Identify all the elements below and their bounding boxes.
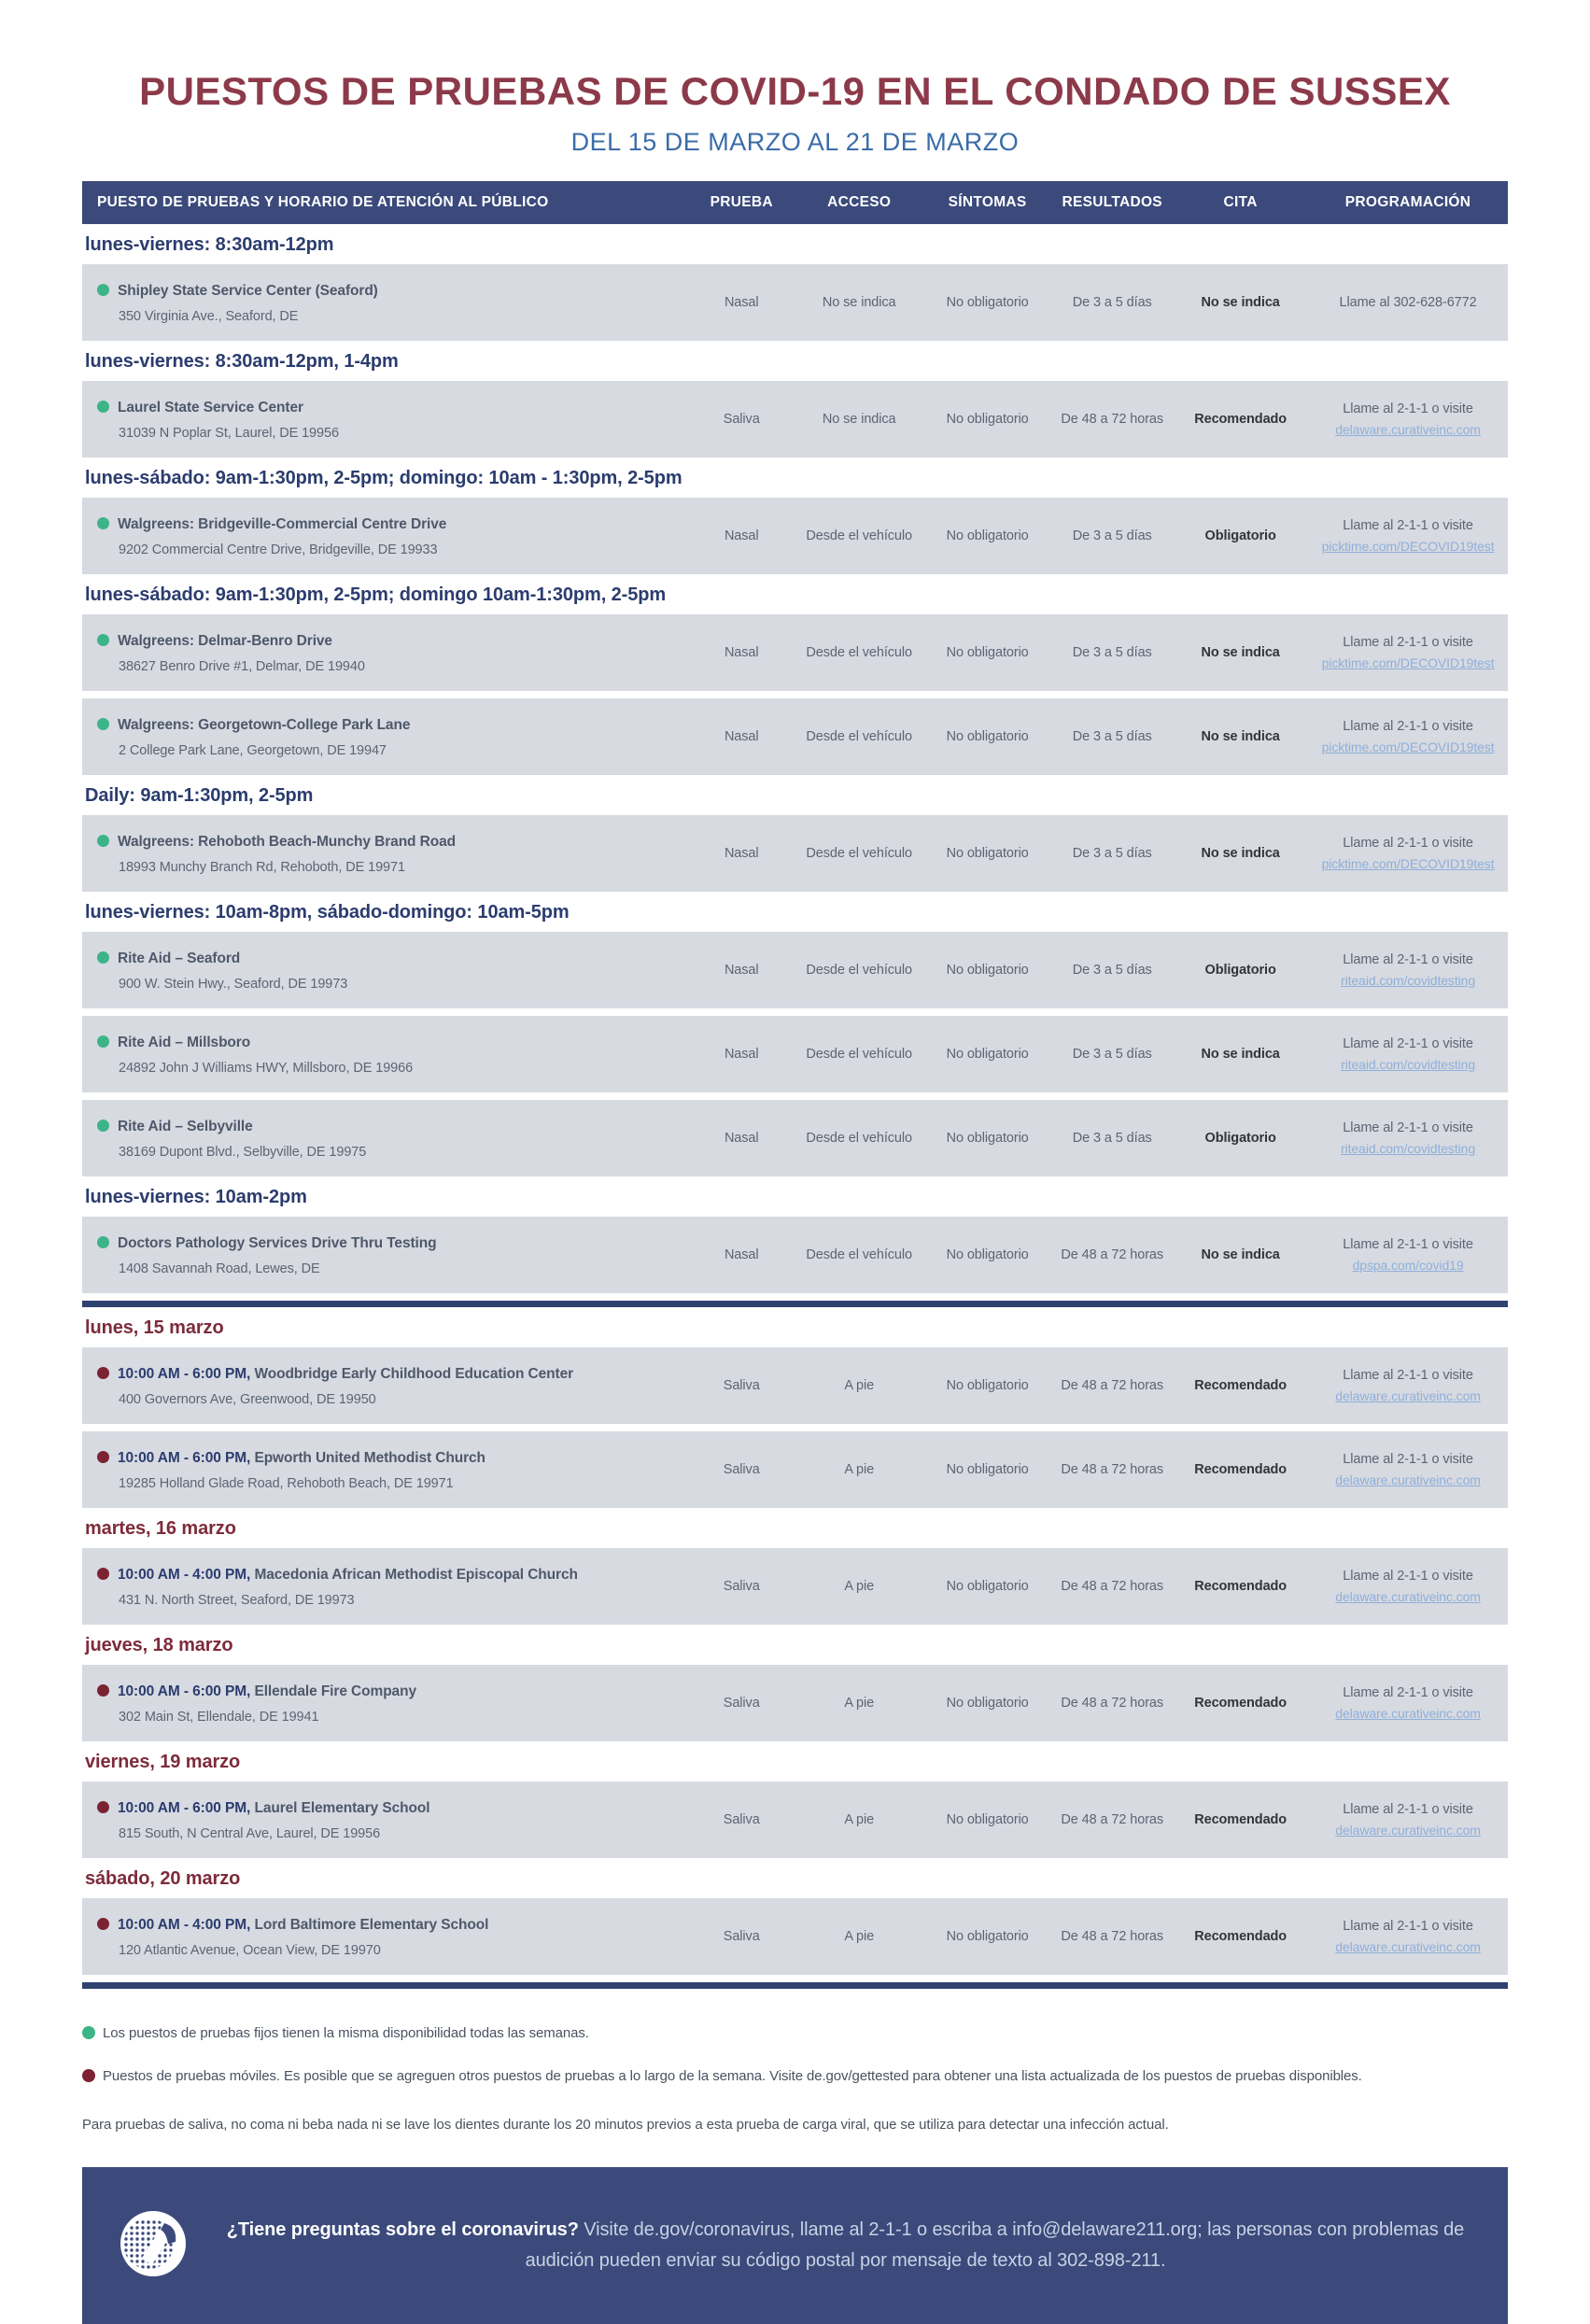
access-cell: Desde el vehículo xyxy=(806,846,912,862)
symptoms-cell: No obligatorio xyxy=(946,1378,1029,1394)
site-name-line xyxy=(97,948,688,970)
scheduling-link[interactable]: riteaid.com/covidtesting xyxy=(1341,1056,1475,1072)
site-address: 38169 Dupont Blvd., Selbyville, DE 19975 xyxy=(119,1144,367,1160)
site-name-line xyxy=(97,1564,688,1586)
test-type-cell: Nasal xyxy=(724,1131,759,1147)
site-info-cell xyxy=(82,630,688,676)
site-row xyxy=(82,1100,1508,1176)
column-header-0: PUESTO DE PRUEBAS Y HORARIO DE ATENCIÓN AL PÚBLICO xyxy=(97,194,549,211)
fixed-site-marker-icon xyxy=(97,634,109,646)
results-cell: De 48 a 72 horas xyxy=(1061,412,1164,428)
scheduling-cell xyxy=(1308,1366,1508,1406)
site-row xyxy=(82,614,1508,691)
test-type-cell: Saliva xyxy=(723,1812,760,1828)
symptoms-cell: No obligatorio xyxy=(946,1131,1029,1147)
access-cell: Desde el vehículo xyxy=(806,645,912,661)
appointment-cell: Recomendado xyxy=(1194,1929,1287,1945)
scheduling-cell xyxy=(1308,1035,1508,1075)
schedule-section-heading: Daily: 9am-1:30pm, 2-5pm xyxy=(85,785,314,807)
schedule-section-heading: lunes-viernes: 10am-2pm xyxy=(85,1187,307,1208)
site-name-line xyxy=(97,514,688,536)
results-cell: De 3 a 5 días xyxy=(1072,963,1152,979)
site-address: 38627 Benro Drive #1, Delmar, DE 19940 xyxy=(119,658,365,674)
scheduling-cell xyxy=(1308,1119,1508,1159)
site-row xyxy=(82,381,1508,458)
scheduling-text: Llame al 2-1-1 o visite xyxy=(1343,635,1473,651)
fixed-site-marker-icon xyxy=(97,1236,109,1248)
access-cell: Desde el vehículo xyxy=(806,1247,912,1263)
symptoms-cell: No obligatorio xyxy=(946,729,1029,745)
test-type-cell: Nasal xyxy=(724,963,759,979)
scheduling-text: Llame al 2-1-1 o visite xyxy=(1343,719,1473,735)
scheduling-cell xyxy=(1308,633,1508,673)
table-body xyxy=(82,234,1508,1989)
page-title: PUESTOS DE PRUEBAS DE COVID-19 EN EL CONDADO DE SUSSEX xyxy=(139,69,1451,113)
appointment-cell: Recomendado xyxy=(1194,1579,1287,1595)
symptoms-cell: No obligatorio xyxy=(946,1579,1029,1595)
test-type-cell: Saliva xyxy=(723,1696,760,1711)
site-time: 10:00 AM - 6:00 PM, xyxy=(118,1683,255,1699)
scheduling-text: Llame al 2-1-1 o visite xyxy=(1343,1919,1473,1935)
site-name: Macedonia African Methodist Episcopal Church xyxy=(254,1566,578,1583)
appointment-cell: No se indica xyxy=(1201,729,1280,745)
site-name-line xyxy=(97,1797,688,1820)
site-row xyxy=(82,498,1508,574)
day-section-heading: martes, 16 marzo xyxy=(85,1518,236,1540)
symptoms-cell: No obligatorio xyxy=(946,645,1029,661)
appointment-cell: No se indica xyxy=(1201,645,1280,661)
site-row xyxy=(82,264,1508,341)
schedule-section-heading: lunes-sábado: 9am-1:30pm, 2-5pm; domingo: 10am - 1:30pm, 2-5pm xyxy=(85,468,682,489)
appointment-cell: No se indica xyxy=(1201,846,1280,862)
scheduling-link[interactable]: delaware.curativeinc.com xyxy=(1335,1387,1481,1403)
day-section-heading: jueves, 18 marzo xyxy=(85,1635,233,1656)
symptoms-cell: No obligatorio xyxy=(946,412,1029,428)
column-header-3: SÍNTOMAS xyxy=(948,194,1027,211)
mobile-site-marker-icon xyxy=(97,1367,109,1379)
site-address: 9202 Commercial Centre Drive, Bridgeville, DE 19933 xyxy=(119,542,438,557)
test-type-cell: Nasal xyxy=(724,729,759,745)
footer-question: ¿Tiene preguntas sobre el coronavirus? xyxy=(226,2219,579,2241)
site-info-cell xyxy=(82,948,688,993)
symptoms-cell: No obligatorio xyxy=(946,1247,1029,1263)
symptoms-cell: No obligatorio xyxy=(946,963,1029,979)
site-info-cell xyxy=(82,1363,688,1409)
fixed-site-marker-icon xyxy=(97,718,109,730)
scheduling-link[interactable]: dpspa.com/covid19 xyxy=(1352,1257,1464,1273)
scheduling-cell xyxy=(1308,1567,1508,1607)
scheduling-cell xyxy=(1308,951,1508,991)
site-name-line xyxy=(97,714,688,737)
appointment-cell: Recomendado xyxy=(1194,1696,1287,1711)
results-cell: De 3 a 5 días xyxy=(1072,528,1152,544)
scheduling-cell xyxy=(1308,834,1508,874)
scheduling-link[interactable]: riteaid.com/covidtesting xyxy=(1341,972,1475,988)
scheduling-text: Llame al 2-1-1 o visite xyxy=(1343,1237,1473,1253)
site-name: Rite Aid – Selbyville xyxy=(118,1118,253,1134)
test-type-cell: Nasal xyxy=(724,1047,759,1063)
scheduling-link[interactable]: delaware.curativeinc.com xyxy=(1335,1472,1481,1487)
scheduling-text: Llame al 2-1-1 o visite xyxy=(1343,1452,1473,1468)
site-info-cell xyxy=(82,1447,688,1493)
scheduling-cell xyxy=(1308,717,1508,757)
test-type-cell: Saliva xyxy=(723,412,760,428)
mobile-site-marker-icon xyxy=(82,2069,95,2082)
fixed-site-marker-icon xyxy=(97,835,109,847)
symptoms-cell: No obligatorio xyxy=(946,1929,1029,1945)
site-address: 120 Atlantic Avenue, Ocean View, DE 19970 xyxy=(119,1942,381,1958)
symptoms-cell: No obligatorio xyxy=(946,295,1029,311)
appointment-cell: Obligatorio xyxy=(1204,963,1276,979)
site-row xyxy=(82,1016,1508,1092)
testing-sites-table xyxy=(82,181,1508,1989)
legend-text: Puestos de pruebas móviles. Es posible que se agreguen otros puestos de pruebas a lo largo de la semana. Visite de.gov/gettested para obtener una lista actualizada de los puestos de pruebas disponibles. xyxy=(103,2067,1362,2084)
footer-details: Visite de.gov/coronavirus, llame al 2-1-1 o escriba a info@delaware211.org; las personas con problemas de audición pueden enviar su código postal por mensaje de texto al 302-898-211. xyxy=(525,2219,1465,2272)
scheduling-text: Llame al 2-1-1 o visite xyxy=(1343,1120,1473,1136)
site-name: Rite Aid – Seaford xyxy=(118,950,241,966)
fixed-site-marker-icon xyxy=(97,401,109,413)
column-header-2: ACCESO xyxy=(827,194,892,211)
schedule-section-heading: lunes-viernes: 8:30am-12pm, 1-4pm xyxy=(85,351,399,373)
scheduling-cell xyxy=(1308,1450,1508,1490)
mobile-site-marker-icon xyxy=(97,1451,109,1463)
column-header-6: PROGRAMACIÓN xyxy=(1344,194,1471,211)
scheduling-cell xyxy=(1308,1917,1508,1957)
site-info-cell xyxy=(82,1564,688,1610)
fixed-site-marker-icon xyxy=(82,2026,95,2039)
scheduling-link[interactable]: delaware.curativeinc.com xyxy=(1335,1705,1481,1721)
scheduling-text: Llame al 2-1-1 o visite xyxy=(1343,401,1473,417)
site-time: 10:00 AM - 6:00 PM, xyxy=(118,1799,255,1816)
scheduling-text: Llame al 2-1-1 o visite xyxy=(1343,1368,1473,1384)
appointment-cell: Recomendado xyxy=(1194,412,1287,428)
scheduling-cell xyxy=(1308,293,1508,314)
site-name: Woodbridge Early Childhood Education Center xyxy=(254,1365,574,1382)
scheduling-text: Llame al 2-1-1 o visite xyxy=(1343,518,1473,534)
site-row xyxy=(82,698,1508,775)
results-cell: De 3 a 5 días xyxy=(1072,1047,1152,1063)
column-header-1: PRUEBA xyxy=(710,194,773,211)
scheduling-link[interactable]: delaware.curativeinc.com xyxy=(1335,1938,1481,1954)
site-row xyxy=(82,1217,1508,1293)
site-name: Ellendale Fire Company xyxy=(254,1683,416,1699)
test-type-cell: Saliva xyxy=(723,1462,760,1478)
scheduling-text: Llame al 2-1-1 o visite xyxy=(1343,836,1473,852)
test-type-cell: Saliva xyxy=(723,1929,760,1945)
schedule-section-heading: lunes-viernes: 8:30am-12pm xyxy=(85,234,334,256)
symptoms-cell: No obligatorio xyxy=(946,1462,1029,1478)
appointment-cell: Obligatorio xyxy=(1204,1131,1276,1147)
scheduling-text: Llame al 302-628-6772 xyxy=(1339,294,1477,310)
access-cell: A pie xyxy=(844,1696,875,1711)
site-name: Walgreens: Delmar-Benro Drive xyxy=(118,632,332,649)
scheduling-cell xyxy=(1308,400,1508,440)
site-time: 10:00 AM - 4:00 PM, xyxy=(118,1566,255,1583)
site-name-line xyxy=(97,1032,688,1054)
site-name: Lord Baltimore Elementary School xyxy=(254,1916,489,1933)
site-name-line xyxy=(97,630,688,653)
access-cell: Desde el vehículo xyxy=(806,1047,912,1063)
schedule-section-heading: lunes-viernes: 10am-8pm, sábado-domingo: 10am-5pm xyxy=(85,902,570,923)
site-info-cell xyxy=(82,1914,688,1960)
test-type-cell: Nasal xyxy=(724,528,759,544)
access-cell: No se indica xyxy=(822,295,896,311)
results-cell: De 3 a 5 días xyxy=(1072,645,1152,661)
site-info-cell xyxy=(82,1797,688,1843)
results-cell: De 3 a 5 días xyxy=(1072,729,1152,745)
site-info-cell xyxy=(82,514,688,559)
site-name-line xyxy=(97,1681,688,1703)
footer-message xyxy=(220,2215,1470,2276)
saliva-note: Para pruebas de saliva, no coma ni beba nada ni se lave los dientes durante los 20 minutos previos a esta prueba de carga viral, que se utiliza para detectar una infección actual. xyxy=(82,2116,1169,2133)
results-cell: De 48 a 72 horas xyxy=(1061,1929,1164,1945)
scheduling-cell xyxy=(1308,1800,1508,1840)
day-section-heading: lunes, 15 marzo xyxy=(85,1317,224,1339)
fixed-site-marker-icon xyxy=(97,1120,109,1132)
site-row xyxy=(82,1431,1508,1508)
site-name-line xyxy=(97,397,688,419)
appointment-cell: No se indica xyxy=(1201,295,1280,311)
test-type-cell: Nasal xyxy=(724,645,759,661)
site-time: 10:00 AM - 6:00 PM, xyxy=(118,1365,255,1382)
scheduling-link[interactable]: picktime.com/DECOVID19test xyxy=(1321,538,1495,554)
column-header-4: RESULTADOS xyxy=(1062,194,1162,211)
site-info-cell xyxy=(82,1116,688,1162)
symptoms-cell: No obligatorio xyxy=(946,1696,1029,1711)
mobile-site-marker-icon xyxy=(97,1684,109,1697)
page-subtitle: DEL 15 DE MARZO AL 21 DE MARZO xyxy=(570,128,1020,157)
test-type-cell: Saliva xyxy=(723,1378,760,1394)
results-cell: De 48 a 72 horas xyxy=(1061,1247,1164,1263)
site-info-cell xyxy=(82,831,688,877)
mobile-site-marker-icon xyxy=(97,1918,109,1930)
legend-item xyxy=(82,2065,1508,2087)
scheduling-cell xyxy=(1308,1683,1508,1724)
scheduling-text: Llame al 2-1-1 o visite xyxy=(1343,952,1473,968)
day-section-heading: viernes, 19 marzo xyxy=(85,1752,241,1773)
site-name: Laurel Elementary School xyxy=(254,1799,430,1816)
site-address: 18993 Munchy Branch Rd, Rehoboth, DE 19971 xyxy=(119,859,405,875)
site-address: 302 Main St, Ellendale, DE 19941 xyxy=(119,1709,319,1725)
test-type-cell: Nasal xyxy=(724,1247,759,1263)
access-cell: A pie xyxy=(844,1929,875,1945)
symptoms-cell: No obligatorio xyxy=(946,528,1029,544)
results-cell: De 48 a 72 horas xyxy=(1061,1812,1164,1828)
scheduling-link[interactable]: picktime.com/DECOVID19test xyxy=(1321,739,1495,754)
site-name-line xyxy=(97,831,688,853)
site-address: 31039 N Poplar St, Laurel, DE 19956 xyxy=(119,425,339,441)
site-row xyxy=(82,1665,1508,1741)
site-address: 431 N. North Street, Seaford, DE 19973 xyxy=(119,1592,355,1608)
fixed-site-marker-icon xyxy=(97,1035,109,1048)
site-row xyxy=(82,1782,1508,1858)
legend xyxy=(82,2022,1508,2087)
fixed-site-marker-icon xyxy=(97,951,109,964)
site-row xyxy=(82,1347,1508,1424)
scheduling-text: Llame al 2-1-1 o visite xyxy=(1343,1685,1473,1701)
results-cell: De 48 a 72 horas xyxy=(1061,1462,1164,1478)
site-time: 10:00 AM - 4:00 PM, xyxy=(118,1916,255,1933)
site-name: Walgreens: Bridgeville-Commercial Centre Drive xyxy=(118,515,447,532)
legend-item xyxy=(82,2022,1508,2044)
access-cell: Desde el vehículo xyxy=(806,528,912,544)
schedule-section-heading: lunes-sábado: 9am-1:30pm, 2-5pm; domingo 10am-1:30pm, 2-5pm xyxy=(85,585,667,606)
site-name-line xyxy=(97,280,688,303)
site-address: 815 South, N Central Ave, Laurel, DE 19956 xyxy=(119,1825,381,1841)
site-info-cell xyxy=(82,714,688,760)
site-row xyxy=(82,1898,1508,1975)
site-address: 350 Virginia Ave., Seaford, DE xyxy=(119,308,299,324)
scheduling-cell xyxy=(1308,1235,1508,1275)
site-info-cell xyxy=(82,397,688,443)
results-cell: De 3 a 5 días xyxy=(1072,1131,1152,1147)
phone-halftone-icon xyxy=(118,2208,189,2284)
symptoms-cell: No obligatorio xyxy=(946,1812,1029,1828)
site-name-line xyxy=(97,1232,688,1255)
site-row xyxy=(82,1548,1508,1625)
site-name: Epworth United Methodist Church xyxy=(254,1449,485,1466)
access-cell: A pie xyxy=(844,1378,875,1394)
site-time: 10:00 AM - 6:00 PM, xyxy=(118,1449,255,1466)
table-divider xyxy=(82,1982,1508,1989)
scheduling-text: Llame al 2-1-1 o visite xyxy=(1343,1802,1473,1818)
appointment-cell: No se indica xyxy=(1201,1047,1280,1063)
scheduling-link[interactable]: riteaid.com/covidtesting xyxy=(1341,1140,1475,1156)
day-section-heading: sábado, 20 marzo xyxy=(85,1868,241,1890)
appointment-cell: Recomendado xyxy=(1194,1462,1287,1478)
site-name-line xyxy=(97,1914,688,1937)
test-type-cell: Nasal xyxy=(724,846,759,862)
site-info-cell xyxy=(82,1681,688,1726)
results-cell: De 3 a 5 días xyxy=(1072,846,1152,862)
scheduling-cell xyxy=(1308,516,1508,556)
appointment-cell: Recomendado xyxy=(1194,1812,1287,1828)
site-address: 24892 John J Williams HWY, Millsboro, DE 19966 xyxy=(119,1060,414,1076)
site-address: 400 Governors Ave, Greenwood, DE 19950 xyxy=(119,1391,376,1407)
symptoms-cell: No obligatorio xyxy=(946,846,1029,862)
site-name: Rite Aid – Millsboro xyxy=(118,1034,251,1050)
scheduling-link[interactable]: delaware.curativeinc.com xyxy=(1335,1588,1481,1604)
scheduling-text: Llame al 2-1-1 o visite xyxy=(1343,1036,1473,1052)
scheduling-link[interactable]: delaware.curativeinc.com xyxy=(1335,421,1481,437)
test-type-cell: Saliva xyxy=(723,1579,760,1595)
site-address: 1408 Savannah Road, Lewes, DE xyxy=(119,1261,320,1276)
site-info-cell xyxy=(82,280,688,326)
results-cell: De 48 a 72 horas xyxy=(1061,1696,1164,1711)
table-divider xyxy=(82,1301,1508,1307)
site-name-line xyxy=(97,1447,688,1470)
site-name-line xyxy=(97,1116,688,1138)
site-address: 2 College Park Lane, Georgetown, DE 19947 xyxy=(119,742,387,758)
site-row xyxy=(82,815,1508,892)
site-info-cell xyxy=(82,1232,688,1278)
access-cell: No se indica xyxy=(822,412,896,428)
site-name: Walgreens: Rehoboth Beach-Munchy Brand Road xyxy=(118,833,456,850)
access-cell: Desde el vehículo xyxy=(806,1131,912,1147)
legend-text: Los puestos de pruebas fijos tienen la misma disponibilidad todas las semanas. xyxy=(103,2025,589,2042)
appointment-cell: No se indica xyxy=(1201,1247,1280,1263)
access-cell: A pie xyxy=(844,1579,875,1595)
scheduling-link[interactable]: picktime.com/DECOVID19test xyxy=(1321,855,1495,871)
appointment-cell: Recomendado xyxy=(1194,1378,1287,1394)
site-name: Laurel State Service Center xyxy=(118,399,303,416)
mobile-site-marker-icon xyxy=(97,1568,109,1580)
test-type-cell: Nasal xyxy=(724,295,759,311)
access-cell: Desde el vehículo xyxy=(806,729,912,745)
scheduling-link[interactable]: picktime.com/DECOVID19test xyxy=(1321,655,1495,670)
results-cell: De 48 a 72 horas xyxy=(1061,1579,1164,1595)
table-header-row xyxy=(82,181,1508,224)
fixed-site-marker-icon xyxy=(97,517,109,529)
site-address: 900 W. Stein Hwy., Seaford, DE 19973 xyxy=(119,976,348,992)
results-cell: De 48 a 72 horas xyxy=(1061,1378,1164,1394)
mobile-site-marker-icon xyxy=(97,1801,109,1813)
access-cell: Desde el vehículo xyxy=(806,963,912,979)
access-cell: A pie xyxy=(844,1812,875,1828)
access-cell: A pie xyxy=(844,1462,875,1478)
scheduling-text: Llame al 2-1-1 o visite xyxy=(1343,1569,1473,1585)
site-row xyxy=(82,932,1508,1008)
site-name: Doctors Pathology Services Drive Thru Testing xyxy=(118,1234,437,1251)
scheduling-link[interactable]: delaware.curativeinc.com xyxy=(1335,1822,1481,1838)
column-header-5: CITA xyxy=(1223,194,1258,211)
site-name: Walgreens: Georgetown-College Park Lane xyxy=(118,716,411,733)
symptoms-cell: No obligatorio xyxy=(946,1047,1029,1063)
site-address: 19285 Holland Glade Road, Rehoboth Beach, DE 19971 xyxy=(119,1475,454,1491)
site-name: Shipley State Service Center (Seaford) xyxy=(118,282,378,299)
site-info-cell xyxy=(82,1032,688,1077)
fixed-site-marker-icon xyxy=(97,284,109,296)
appointment-cell: Obligatorio xyxy=(1204,528,1276,544)
footer-banner xyxy=(82,2167,1508,2324)
results-cell: De 3 a 5 días xyxy=(1072,295,1152,311)
site-name-line xyxy=(97,1363,688,1386)
